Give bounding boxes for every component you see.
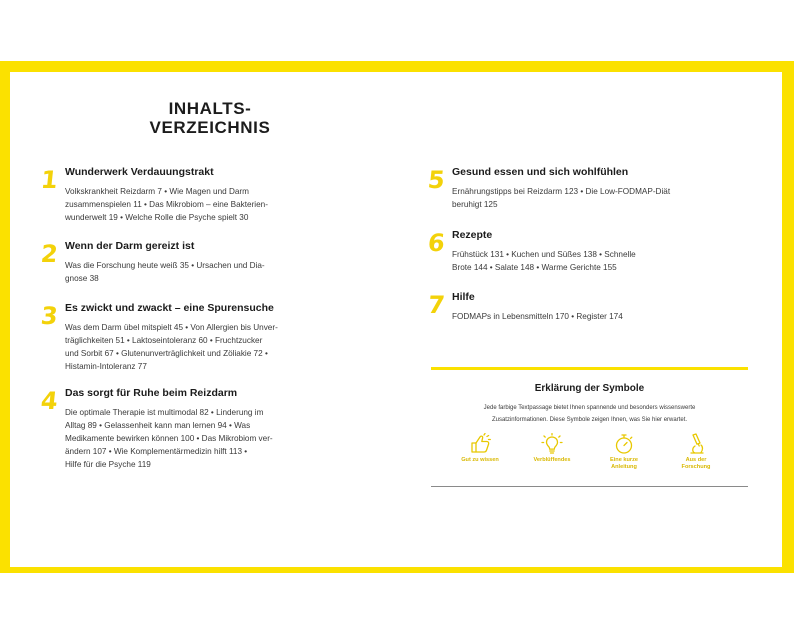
page-title-line2: VERZEICHNIS bbox=[149, 118, 271, 137]
symbols-legend bbox=[431, 367, 748, 488]
microscope-icon bbox=[683, 433, 709, 455]
chapter-title[interactable]: Hilfe bbox=[452, 291, 475, 303]
symbol-short-guide bbox=[594, 433, 654, 471]
chapter-entries bbox=[65, 321, 278, 373]
chapter-number: 4 bbox=[39, 387, 60, 415]
entry-line[interactable]: zusammenspielen 11 • Das Mikrobiom – eine Bakterien- bbox=[65, 200, 268, 209]
symbol-label: Gut zu wissen bbox=[461, 457, 499, 463]
symbol-label bbox=[594, 457, 654, 471]
entry-line[interactable]: Ernährungstipps bei Reizdarm 123 • Die Low-FODMAP-Diät bbox=[452, 187, 671, 196]
symbol-amazing bbox=[522, 433, 582, 464]
entry-line[interactable]: Medikamente bewirken können 100 • Das Mikrobiom ver- bbox=[65, 434, 273, 443]
symbol-research bbox=[666, 433, 726, 471]
symbol-label-line: Anleitung bbox=[611, 464, 637, 470]
chapter-entries bbox=[65, 259, 265, 285]
entry-line[interactable]: Brote 144 • Salate 148 • Warme Gerichte 155 bbox=[452, 263, 617, 272]
chapter-title[interactable]: Rezepte bbox=[452, 229, 493, 241]
thumbs-up-icon bbox=[467, 433, 493, 455]
legend-bottom-rule bbox=[431, 486, 748, 487]
chapter-title[interactable]: Wunderwerk Verdauungstrakt bbox=[65, 166, 214, 178]
chapter-entries bbox=[65, 406, 273, 471]
legend-desc-line: Zusatzinformationen. Diese Symbole zeigen Ihnen, was Sie hier erwartet. bbox=[491, 417, 688, 423]
chapter-number: 5 bbox=[426, 166, 447, 194]
symbol-label bbox=[666, 457, 726, 471]
chapter-title[interactable]: Das sorgt für Ruhe beim Reizdarm bbox=[65, 387, 238, 399]
entry-line[interactable]: wunderwelt 19 • Welche Rolle die Psyche spielt 30 bbox=[65, 213, 249, 222]
chapter-title[interactable]: Es zwickt und zwackt – eine Spurensuche bbox=[65, 302, 274, 314]
page-title bbox=[135, 99, 285, 137]
chapter-title[interactable]: Wenn der Darm gereizt ist bbox=[65, 240, 195, 252]
entry-line[interactable]: träglichkeiten 51 • Laktoseintoleranz 60 • Fruchtzucker bbox=[65, 336, 263, 345]
symbol-label-line: Eine kurze bbox=[610, 457, 638, 463]
page-title-line1: INHALTS- bbox=[168, 99, 252, 118]
chapter-number: 6 bbox=[426, 229, 447, 257]
chapter-entries bbox=[452, 248, 636, 274]
entry-line[interactable]: und Sorbit 67 • Glutenunverträglichkeit und Zöliakie 72 • bbox=[65, 349, 268, 358]
symbol-label-line: Aus der bbox=[685, 457, 707, 463]
legend-top-rule bbox=[431, 367, 748, 370]
chapter-entries bbox=[65, 185, 268, 224]
chapter-entries bbox=[452, 185, 670, 211]
symbol-good-to-know bbox=[450, 433, 510, 464]
symbol-label-line: Forschung bbox=[681, 464, 711, 470]
chapter-number: 2 bbox=[39, 240, 60, 268]
entry-line[interactable]: FODMAPs in Lebensmitteln 170 • Register 174 bbox=[452, 312, 623, 321]
symbol-label: Verblüffendes bbox=[533, 457, 571, 463]
entry-line[interactable]: beruhigt 125 bbox=[452, 200, 498, 209]
legend-description bbox=[451, 402, 728, 426]
chapter-entries bbox=[452, 310, 623, 323]
lightbulb-icon bbox=[539, 433, 565, 455]
chapter-number: 3 bbox=[39, 302, 60, 330]
chapter-number: 1 bbox=[39, 166, 60, 194]
chapter-title[interactable]: Gesund essen und sich wohlfühlen bbox=[452, 166, 629, 178]
entry-line[interactable]: Hilfe für die Psyche 119 bbox=[65, 460, 151, 469]
legend-title: Erklärung der Symbole bbox=[534, 383, 645, 394]
entry-line[interactable]: ändern 107 • Wie Komplementärmedizin hilft 113 • bbox=[65, 447, 248, 456]
stopwatch-icon bbox=[611, 433, 637, 455]
entry-line[interactable]: Was dem Darm übel mitspielt 45 • Von Allergien bis Unver- bbox=[65, 323, 278, 332]
legend-desc-line: Jede farbige Textpassage bietet Ihnen spannende und besonders wissenswerte bbox=[483, 405, 696, 411]
entry-line[interactable]: Was die Forschung heute weiß 35 • Ursachen und Dia- bbox=[65, 261, 265, 270]
entry-line[interactable]: Frühstück 131 • Kuchen und Süßes 138 • Schnelle bbox=[452, 250, 636, 259]
entry-line[interactable]: Die optimale Therapie ist multimodal 82 • Linderung im bbox=[65, 408, 264, 417]
entry-line[interactable]: Alltag 89 • Gelassenheit kann man lernen 94 • Was bbox=[65, 421, 251, 430]
entry-line[interactable]: Histamin-Intoleranz 77 bbox=[65, 362, 147, 371]
entry-line[interactable]: gnose 38 bbox=[65, 274, 99, 283]
entry-line[interactable]: Volkskrankheit Reizdarm 7 • Wie Magen und Darm bbox=[65, 187, 249, 196]
chapter-number: 7 bbox=[426, 291, 447, 319]
